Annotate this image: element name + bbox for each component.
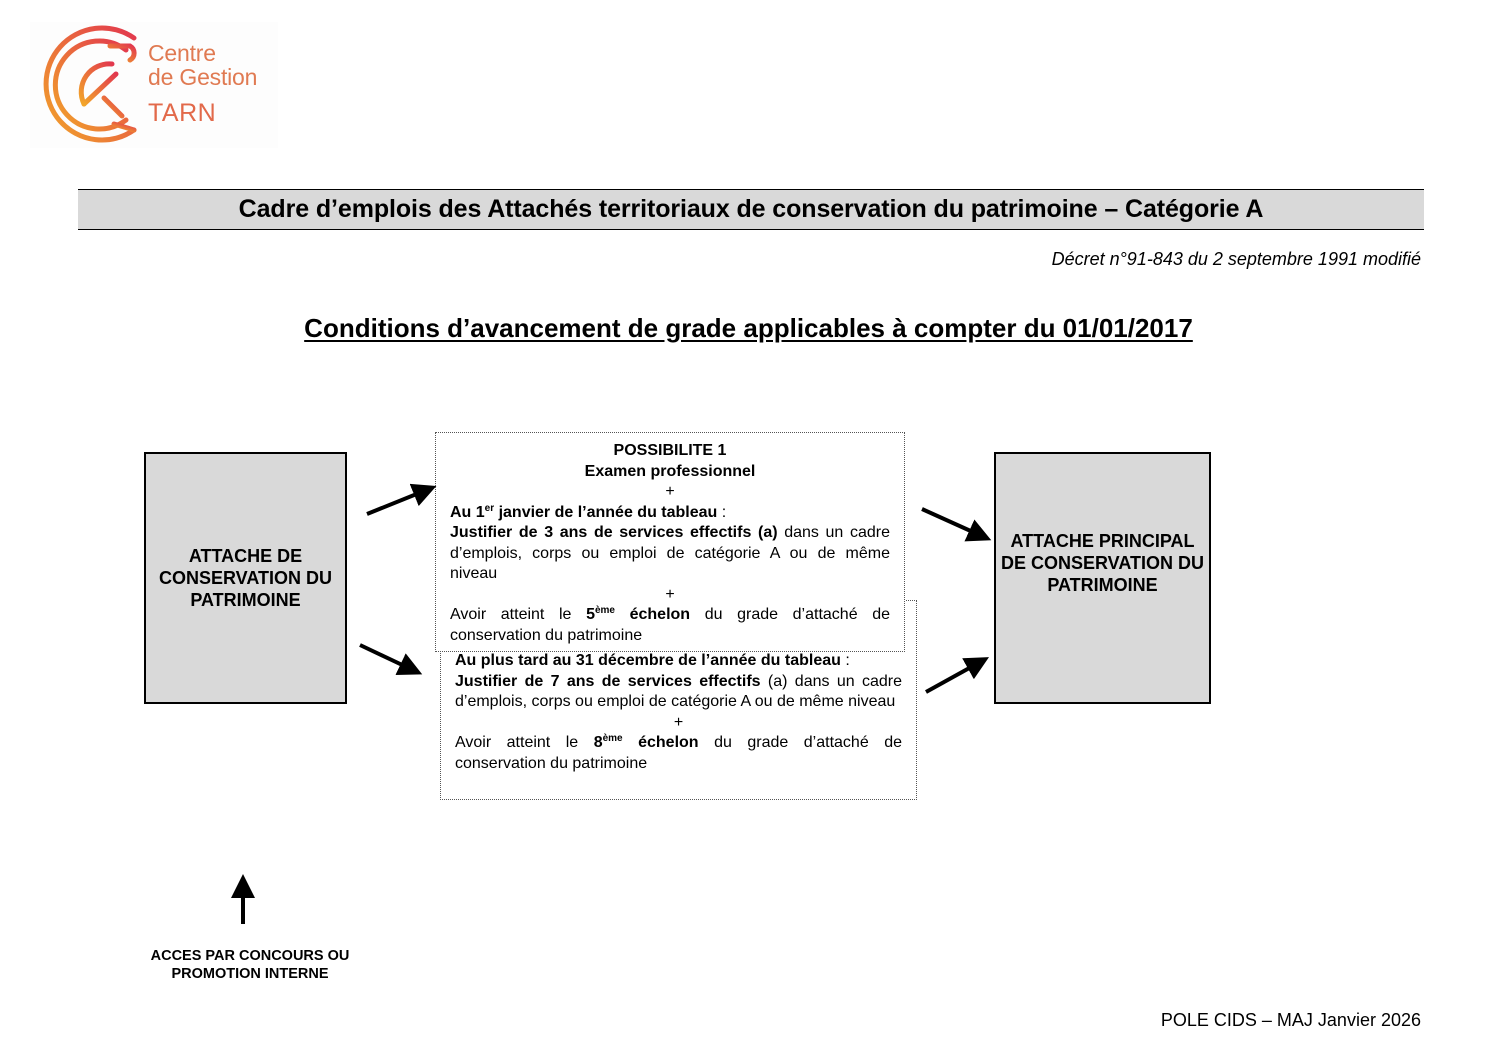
- p1-exam: Examen professionnel: [584, 462, 756, 480]
- arrow-to-possibility-2-icon: [360, 645, 415, 671]
- logo-text-centre: Centre: [148, 40, 216, 66]
- arrow-to-possibility-1-icon: [367, 489, 429, 514]
- decree-reference: Décret n°91-843 du 2 septembre 1991 modifié: [1051, 249, 1421, 269]
- p2-plus: +: [673, 713, 684, 731]
- p2-echelon-condition: Avoir atteint le 8ème échelon du grade d’attaché de conservation du patrimoine: [455, 733, 903, 772]
- p1-plus-2: +: [665, 585, 675, 603]
- section-heading: Conditions d’avancement de grade applicables à compter du 01/01/2017: [304, 313, 1193, 343]
- logo-text-de-gestion: de Gestion: [148, 64, 258, 90]
- source-grade-box: [144, 452, 347, 704]
- title-banner: [78, 189, 1424, 230]
- p2-service-condition: Justifier de 7 ans de services effectifs (a) dans un cadre d’emplois, corps ou emploi de catégorie A ou de même niveau: [455, 672, 902, 710]
- cg-logo-mark-icon: [34, 24, 146, 146]
- p1-title: POSSIBILITE 1: [613, 442, 727, 459]
- logo-wordmark: [148, 42, 257, 126]
- arrow-from-possibility-2-icon: [926, 661, 982, 692]
- target-grade-box: [994, 452, 1211, 704]
- centre-de-gestion-logo: [30, 22, 278, 148]
- target-grade-label: ATTACHE PRINCIPAL DE CONSERVATION DU PATRIMOINE: [1000, 531, 1205, 595]
- arrow-from-possibility-1-icon: [922, 509, 984, 537]
- p1-date-condition: Au 1er janvier de l’année du tableau :: [450, 502, 727, 521]
- logo-text-tarn: TARN: [148, 99, 217, 127]
- p1-service-condition: Justifier de 3 ans de services effectifs (a) dans un cadre d’emplois, corps ou emploi de catégorie A ou de même niveau: [450, 524, 890, 582]
- p1-echelon-condition: Avoir atteint le 5ème échelon du grade d’attaché de conservation du patrimoine: [450, 605, 891, 644]
- footer-note: POLE CIDS – MAJ Janvier 2026: [1160, 1010, 1421, 1030]
- possibility-1-box: [435, 432, 905, 652]
- p1-plus-1: +: [665, 483, 675, 500]
- access-label: ACCES PAR CONCOURS OU PROMOTION INTERNE: [150, 948, 350, 982]
- page-title: Cadre d’emplois des Attachés territoriaux de conservation du patrimoine – Catégorie A: [238, 195, 1264, 223]
- p2-date-condition: Au plus tard au 31 décembre de l’année du tableau :: [455, 652, 850, 669]
- source-grade-label: ATTACHE DE CONSERVATION DU PATRIMOINE: [158, 546, 332, 610]
